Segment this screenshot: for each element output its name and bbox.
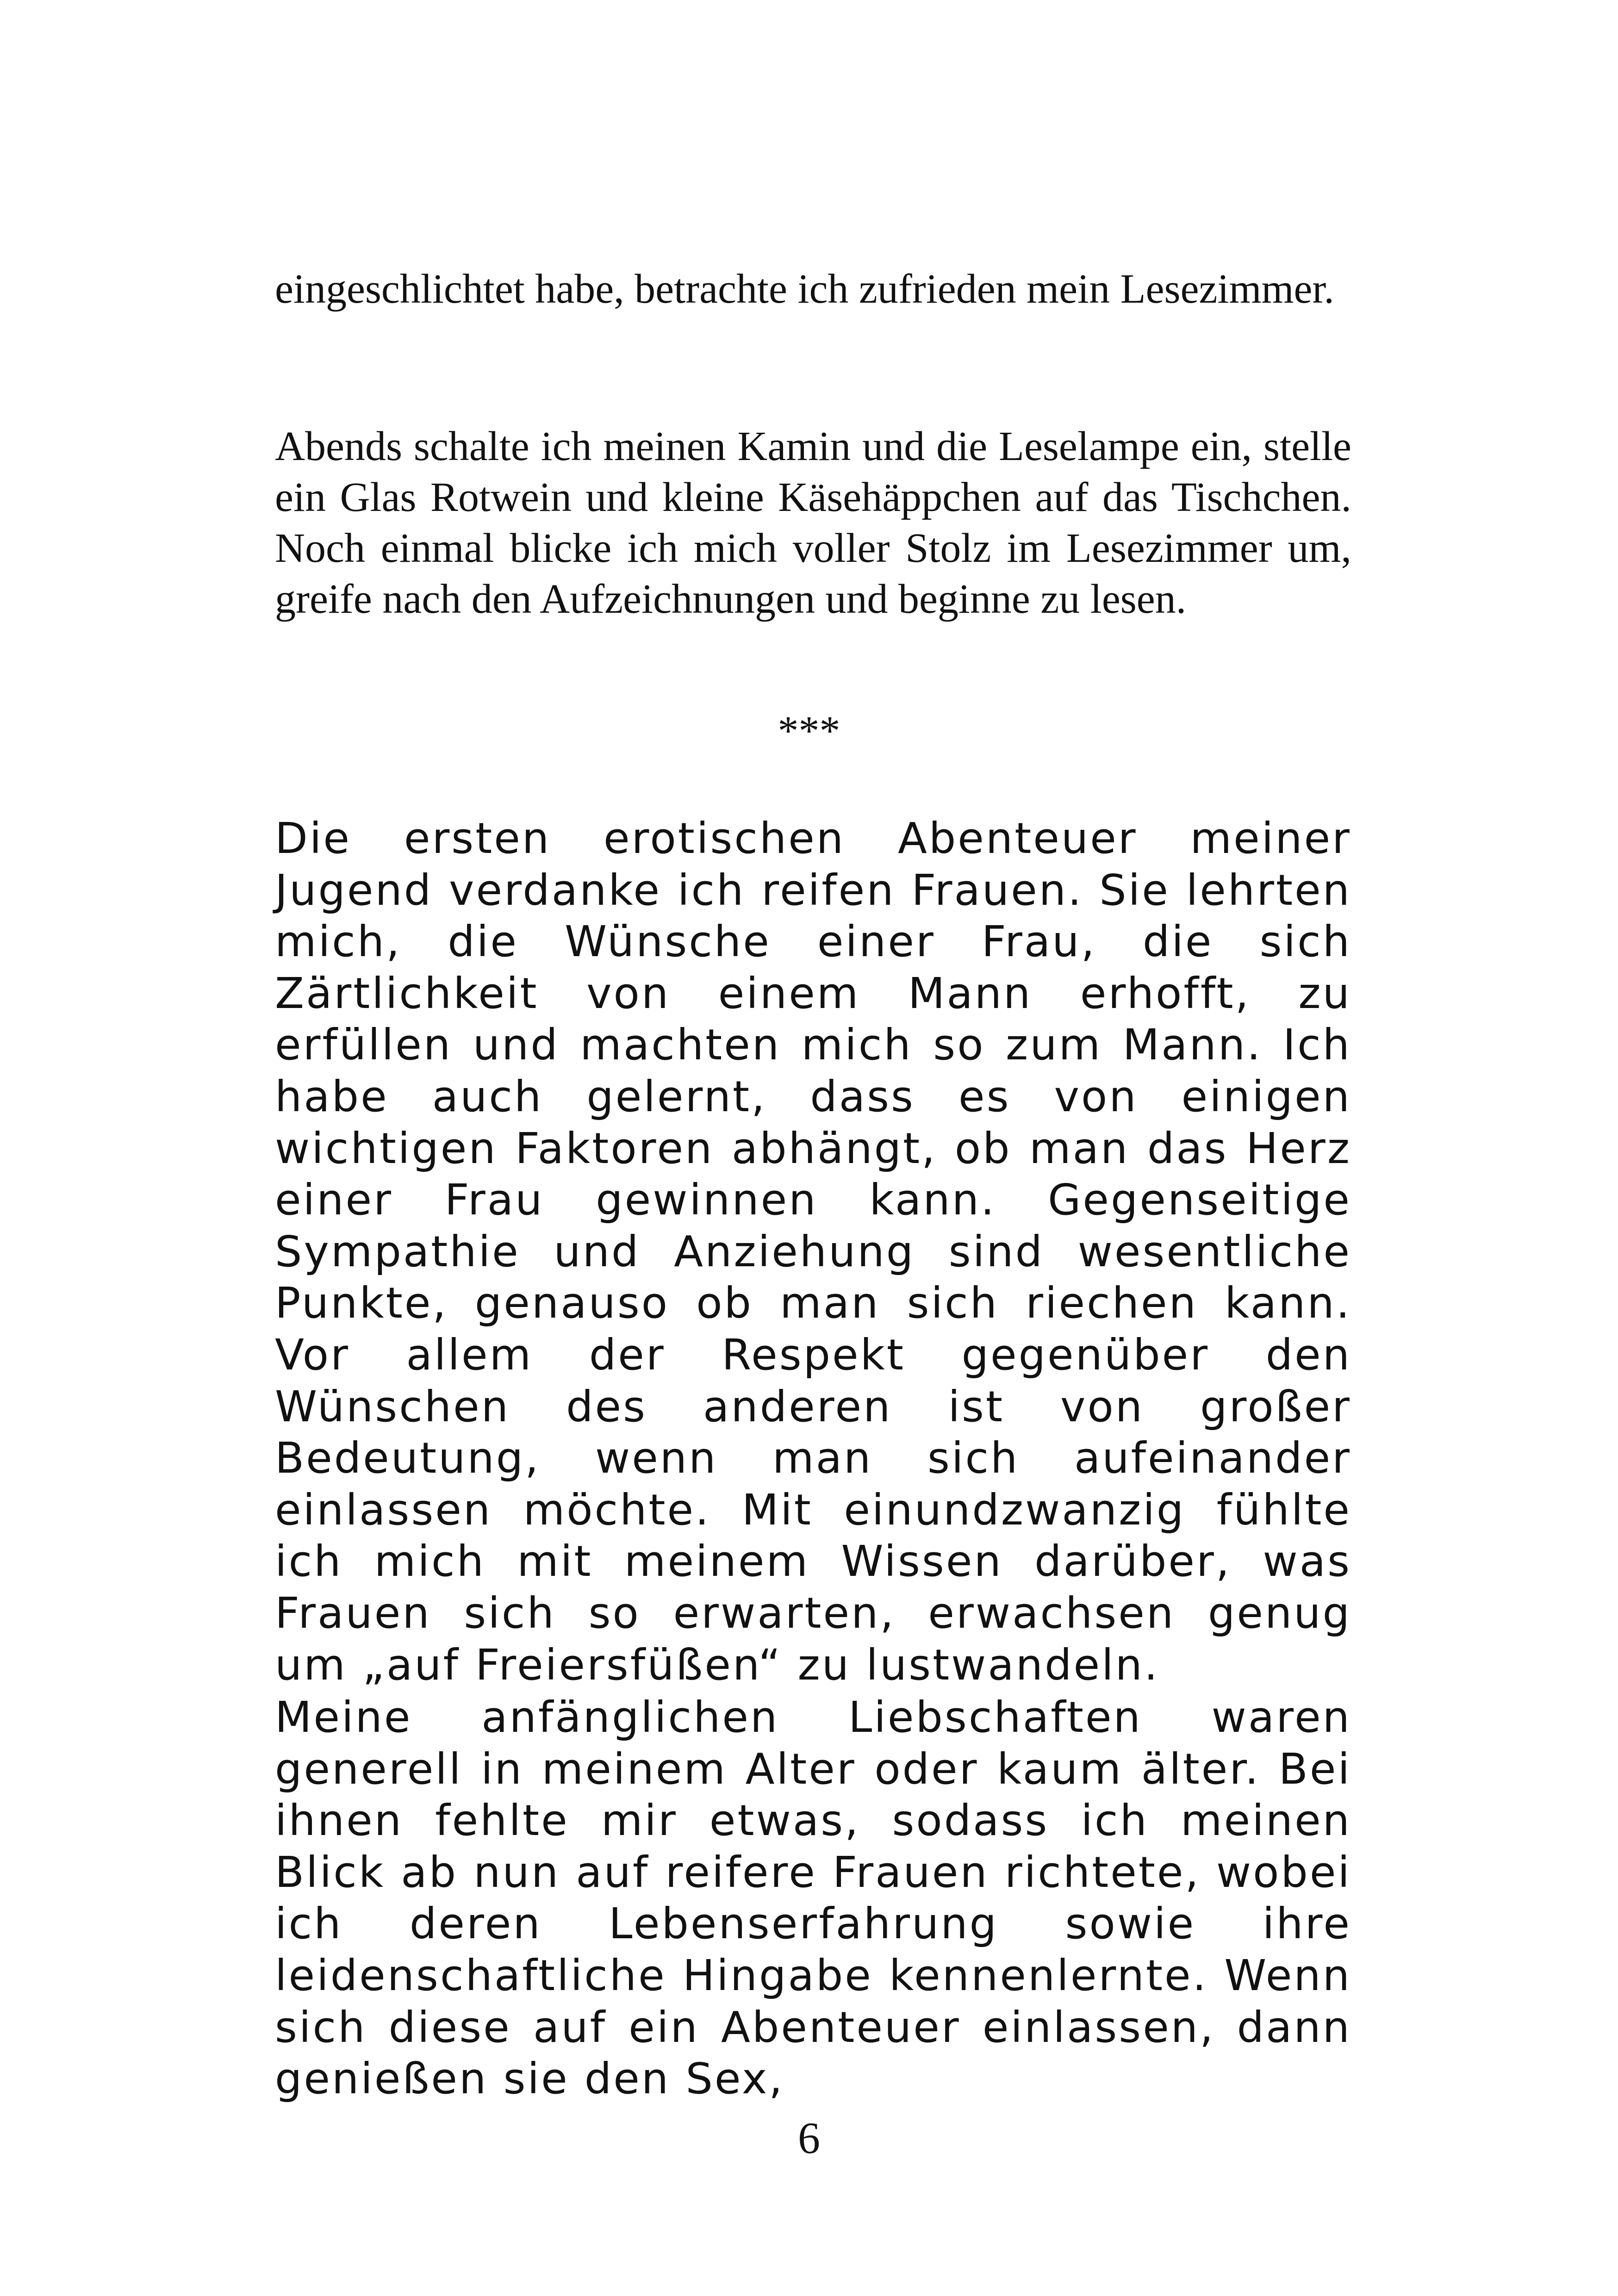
- page-number: 6: [798, 2113, 820, 2163]
- paragraph-first-adventures: Die ersten erotischen Abenteuer meiner Jugend verdanke ich reifen Frauen. Sie lehrten mich, die Wünsche einer Frau, die sich Zärtlichkeit von einem Mann erhofft, zu erfüllen und machten mich so zum Mann. Ich habe auch gelernt, dass es von einigen wichtigen Faktoren abhängt, ob man das Herz einer Frau gewinnen kann. Gegenseitige Sympathie und Anziehung sind wesentliche Punkte, genauso ob man sich riechen kann. Vor allem der Respekt gegenüber den Wünschen des anderen ist von großer Bedeutung, wenn man sich aufeinander einlassen möchte. Mit einundzwanzig fühlte ich mich mit meinem Wissen darüber, was Frauen sich so erwarten, erwachsen genug um „auf Freiersfüßen“ zu lustwandeln.: [275, 814, 1351, 1690]
- paragraph-evening: Abends schalte ich meinen Kamin und die Leselampe ein, stelle ein Glas Rotwein und kleine Käsehäppchen auf das Tischchen. Noch einmal blicke ich mich voller Stolz im Lesezimmer um, greife nach den Aufzeichnungen und beginne zu lesen.: [275, 423, 1351, 622]
- paragraph-intro-end: eingeschlichtet habe, betrachte ich zufrieden mein Lesezimmer.: [275, 266, 1334, 312]
- section-break: ***: [778, 708, 840, 754]
- paragraph-early-affairs: Meine anfänglichen Liebschaften waren generell in meinem Alter oder kaum älter. Bei ihnen fehlte mir etwas, sodass ich meinen Blick ab nun auf reifere Frauen richtete, wobei ich deren Lebenserfahrung sowie ihre leidenschaftliche Hingabe kennenlernte. Wenn sich diese auf ein Abenteuer einlassen, dann genießen sie den Sex,: [275, 1692, 1351, 2104]
